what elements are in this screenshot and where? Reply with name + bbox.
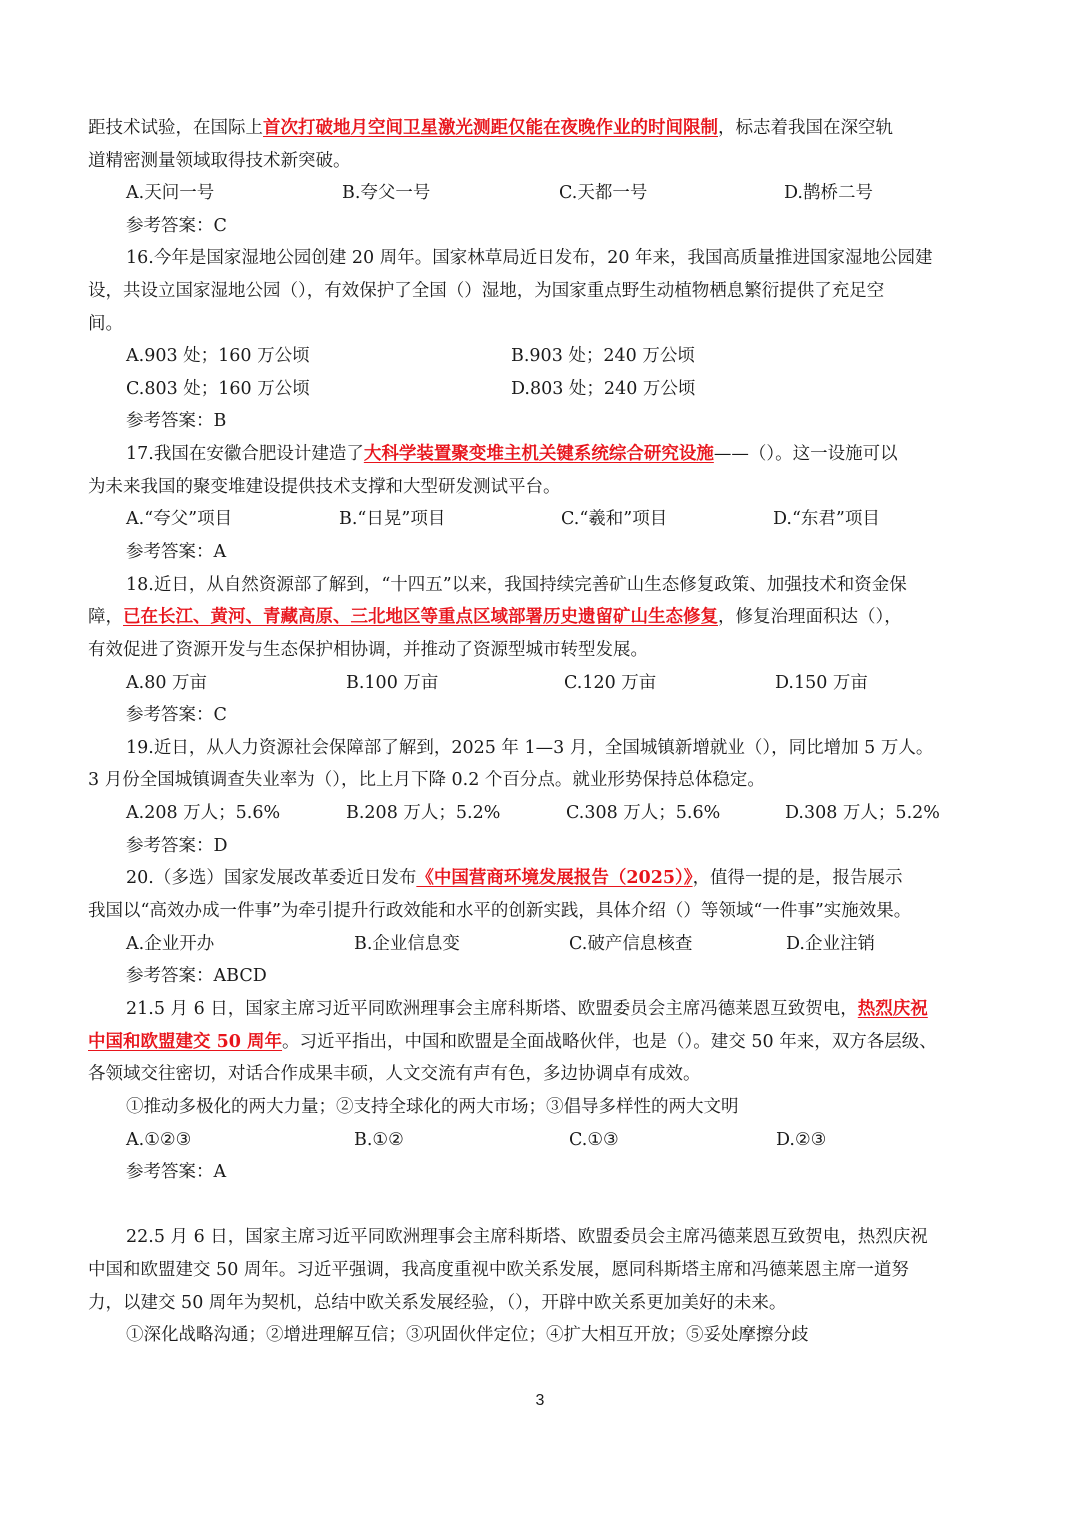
option-c: C.天都一号 bbox=[559, 183, 648, 203]
q22-statements: ①深化战略沟通；②增进理解互信；③巩固伙伴定位；④扩大相互开放；⑤妥处摩擦分歧 bbox=[126, 1325, 809, 1345]
q18-answer: 参考答案：C bbox=[126, 705, 227, 725]
highlight: 中国和欧盟建交 50 周年 bbox=[88, 1032, 283, 1052]
q20-text-line: 20.（多选）国家发展改革委近日发布《中国营商环境发展报告（2025）》，值得一提的是，报告展示 bbox=[126, 868, 903, 888]
q15-text-line: 道精密测量领域取得技术新突破。 bbox=[88, 151, 351, 171]
q21-text-line: 21.5 月 6 日，国家主席习近平同欧洲理事会主席科斯塔、欧盟委员会主席冯德莱恩互致贺电，热烈庆祝 bbox=[126, 999, 928, 1019]
option-a: A.“夸父”项目 bbox=[126, 509, 233, 529]
q20-answer: 参考答案：ABCD bbox=[126, 966, 267, 986]
highlight: 《中国营商环境发展报告（2025）》 bbox=[416, 868, 693, 888]
option-a: A.企业开办 bbox=[126, 934, 215, 954]
highlight: 已在长江、黄河、青藏高原、三北地区等重点区域部署历史遗留矿山生态修复 bbox=[123, 607, 718, 627]
option-b: B.903 处；240 万公顷 bbox=[511, 346, 695, 366]
option-a: A.208 万人；5.6% bbox=[126, 803, 281, 823]
q18-text-line: 18.近日，从自然资源部了解到，“十四五”以来，我国持续完善矿山生态修复政策、加强技术和资金保 bbox=[126, 575, 907, 595]
highlight: 热烈庆祝 bbox=[857, 999, 928, 1019]
q16-text-line: 设，共设立国家湿地公园（），有效保护了全国（）湿地，为国家重点野生动植物栖息繁衍提供了充足空 bbox=[88, 281, 885, 301]
q18-text-line: 障，已在长江、黄河、青藏高原、三北地区等重点区域部署历史遗留矿山生态修复，修复治理面积达（）， bbox=[88, 607, 902, 627]
q22-text-line: 力，以建交 50 周年为契机，总结中欧关系发展经验，（），开辟中欧关系更加美好的未来。 bbox=[88, 1293, 787, 1313]
option-c: C.“羲和”项目 bbox=[561, 509, 668, 529]
option-a: A.天问一号 bbox=[126, 183, 215, 203]
option-d: D.鹊桥二号 bbox=[784, 183, 873, 203]
option-d: D.“东君”项目 bbox=[773, 509, 880, 529]
option-b: B.夸父一号 bbox=[342, 183, 431, 203]
q18-text-line: 有效促进了资源开发与生态保护相协调，并推动了资源型城市转型发展。 bbox=[88, 640, 648, 660]
option-d: D.企业注销 bbox=[786, 934, 875, 954]
option-d: D.150 万亩 bbox=[775, 673, 868, 693]
q16-options-row2 bbox=[126, 373, 986, 405]
option-b: B.①② bbox=[354, 1130, 404, 1150]
option-c: C.803 处；160 万公顷 bbox=[126, 379, 310, 399]
q21-options bbox=[126, 1124, 986, 1156]
q17-options bbox=[126, 503, 986, 535]
option-b: B.企业信息变 bbox=[354, 934, 460, 954]
highlight: 首次打破地月空间卫星激光测距仅能在夜晚作业的时间限制 bbox=[263, 118, 718, 138]
option-a: A.903 处；160 万公顷 bbox=[126, 346, 310, 366]
q16-text-line: 16.今年是国家湿地公园创建 20 周年。国家林草局近日发布，20 年来，我国高质量推进国家湿地公园建 bbox=[126, 248, 933, 268]
q16-options-row1 bbox=[126, 340, 986, 372]
q19-answer: 参考答案：D bbox=[126, 836, 228, 856]
q21-text-line: 各领域交往密切，对话合作成果丰硕，人文交流有声有色，多边协调卓有成效。 bbox=[88, 1064, 701, 1084]
q20-text-line: 我国以“高效办成一件事”为牵引提升行政效能和水平的创新实践，具体介绍（）等领域“一件事”实施效果。 bbox=[88, 901, 912, 921]
option-c: C.①③ bbox=[569, 1130, 619, 1150]
option-c: C.破产信息核查 bbox=[569, 934, 693, 954]
q18-options bbox=[126, 667, 986, 699]
q17-answer: 参考答案：A bbox=[126, 542, 227, 562]
q17-text-line: 17.我国在安徽合肥设计建造了大科学装置聚变堆主机关键系统综合研究设施——（）。这一设施可以 bbox=[126, 444, 898, 464]
option-a: A.80 万亩 bbox=[126, 673, 208, 693]
option-d: D.803 处；240 万公顷 bbox=[511, 379, 696, 399]
q15-options bbox=[126, 177, 986, 209]
q15-answer: 参考答案：C bbox=[126, 216, 227, 236]
q20-options bbox=[126, 928, 986, 960]
option-c: C.120 万亩 bbox=[564, 673, 657, 693]
option-b: B.208 万人；5.2% bbox=[346, 803, 501, 823]
q16-text-line: 间。 bbox=[88, 314, 123, 334]
option-a: A.①②③ bbox=[126, 1130, 192, 1150]
q21-answer: 参考答案：A bbox=[126, 1162, 227, 1182]
q22-text-line: 中国和欧盟建交 50 周年。习近平强调，我高度重视中欧关系发展，愿同科斯塔主席和冯德莱恩主席一道努 bbox=[88, 1260, 909, 1280]
q21-statements: ①推动多极化的两大力量；②支持全球化的两大市场；③倡导多样性的两大文明 bbox=[126, 1097, 739, 1117]
q21-text-line: 中国和欧盟建交 50 周年。习近平指出，中国和欧盟是全面战略伙伴，也是（）。建交 50 年来，双方各层级、 bbox=[88, 1032, 937, 1052]
option-b: B.100 万亩 bbox=[346, 673, 439, 693]
q22-text-line: 22.5 月 6 日，国家主席习近平同欧洲理事会主席科斯塔、欧盟委员会主席冯德莱恩互致贺电，热烈庆祝 bbox=[126, 1227, 928, 1247]
q15-text-line: 距技术试验，在国际上首次打破地月空间卫星激光测距仅能在夜晚作业的时间限制，标志着我国在深空轨 bbox=[88, 118, 893, 138]
option-c: C.308 万人；5.6% bbox=[566, 803, 721, 823]
q19-text-line: 19.近日，从人力资源社会保障部了解到，2025 年 1—3 月，全国城镇新增就业（），同比增加 5 万人。 bbox=[126, 738, 934, 758]
option-b: B.“日晃”项目 bbox=[339, 509, 446, 529]
highlight: 大科学装置聚变堆主机关键系统综合研究设施 bbox=[363, 444, 714, 464]
option-d: D.308 万人；5.2% bbox=[785, 803, 940, 823]
page-number: 3 bbox=[535, 1392, 545, 1409]
q17-text-line: 为未来我国的聚变堆建设提供技术支撑和大型研发测试平台。 bbox=[88, 477, 561, 497]
option-d: D.②③ bbox=[776, 1130, 827, 1150]
q19-options bbox=[126, 797, 986, 829]
q19-text-line: 3 月份全国城镇调查失业率为（），比上月下降 0.2 个百分点。就业形势保持总体稳定。 bbox=[88, 770, 765, 790]
q16-answer: 参考答案：B bbox=[126, 411, 227, 431]
